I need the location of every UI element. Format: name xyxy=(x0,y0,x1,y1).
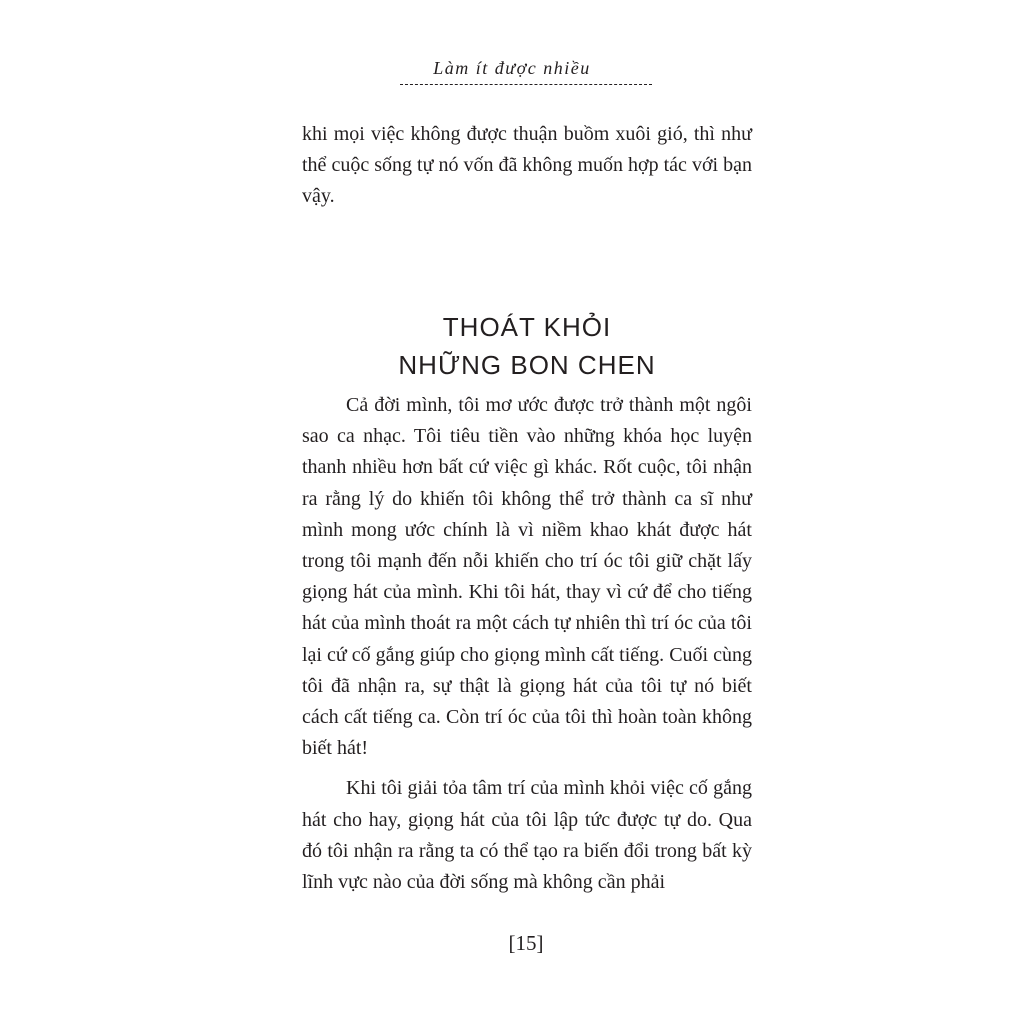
page-number: [15] xyxy=(508,931,544,955)
body-paragraph-1: Cả đời mình, tôi mơ ước được trở thành một ngôi sao ca nhạc. Tôi tiêu tiền vào những khóa học luyện thanh nhiều hơn bất cứ việc gì khác. Rốt cuộc, tôi nhận ra rằng lý do khiến tôi không thể trở thành ca sĩ như mình mong ước chính là vì niềm khao khát được hát trong tôi mạnh đến nỗi khiến cho trí óc tôi giữ chặt lấy giọng hát của mình. Khi tôi hát, thay vì cứ để cho tiếng hát của mình thoát ra một cách tự nhiên thì trí óc của tôi lại cứ cố gắng giúp cho giọng mình cất tiếng. Cuối cùng tôi đã nhận ra, sự thật là giọng hát của tôi tự nó biết cách cất tiếng ca. Còn trí óc của tôi thì hoàn toàn không biết hát! xyxy=(302,394,752,760)
intro-paragraph: khi mọi việc không được thuận buồm xuôi gió, thì như thể cuộc sống tự nó vốn đã không muốn hợp tác với bạn vậy. xyxy=(302,123,752,208)
chapter-title xyxy=(0,308,1024,384)
header-dashed-rule xyxy=(400,84,652,85)
intro-text xyxy=(302,119,752,213)
body-paragraph-2: Khi tôi giải tỏa tâm trí của mình khỏi việc cố gắng hát cho hay, giọng hát của tôi lập tức được tự do. Qua đó tôi nhận ra rằng ta có thể tạo ra biến đổi trong bất kỳ lĩnh vực nào của đời sống mà không cần phải xyxy=(302,777,752,894)
body-text xyxy=(302,390,752,898)
running-header: Làm ít được nhiều xyxy=(433,58,591,78)
chapter-title-line-1: THOÁT KHỎI xyxy=(442,311,612,342)
chapter-title-line-2: NHỮNG BON CHEN xyxy=(398,349,656,380)
